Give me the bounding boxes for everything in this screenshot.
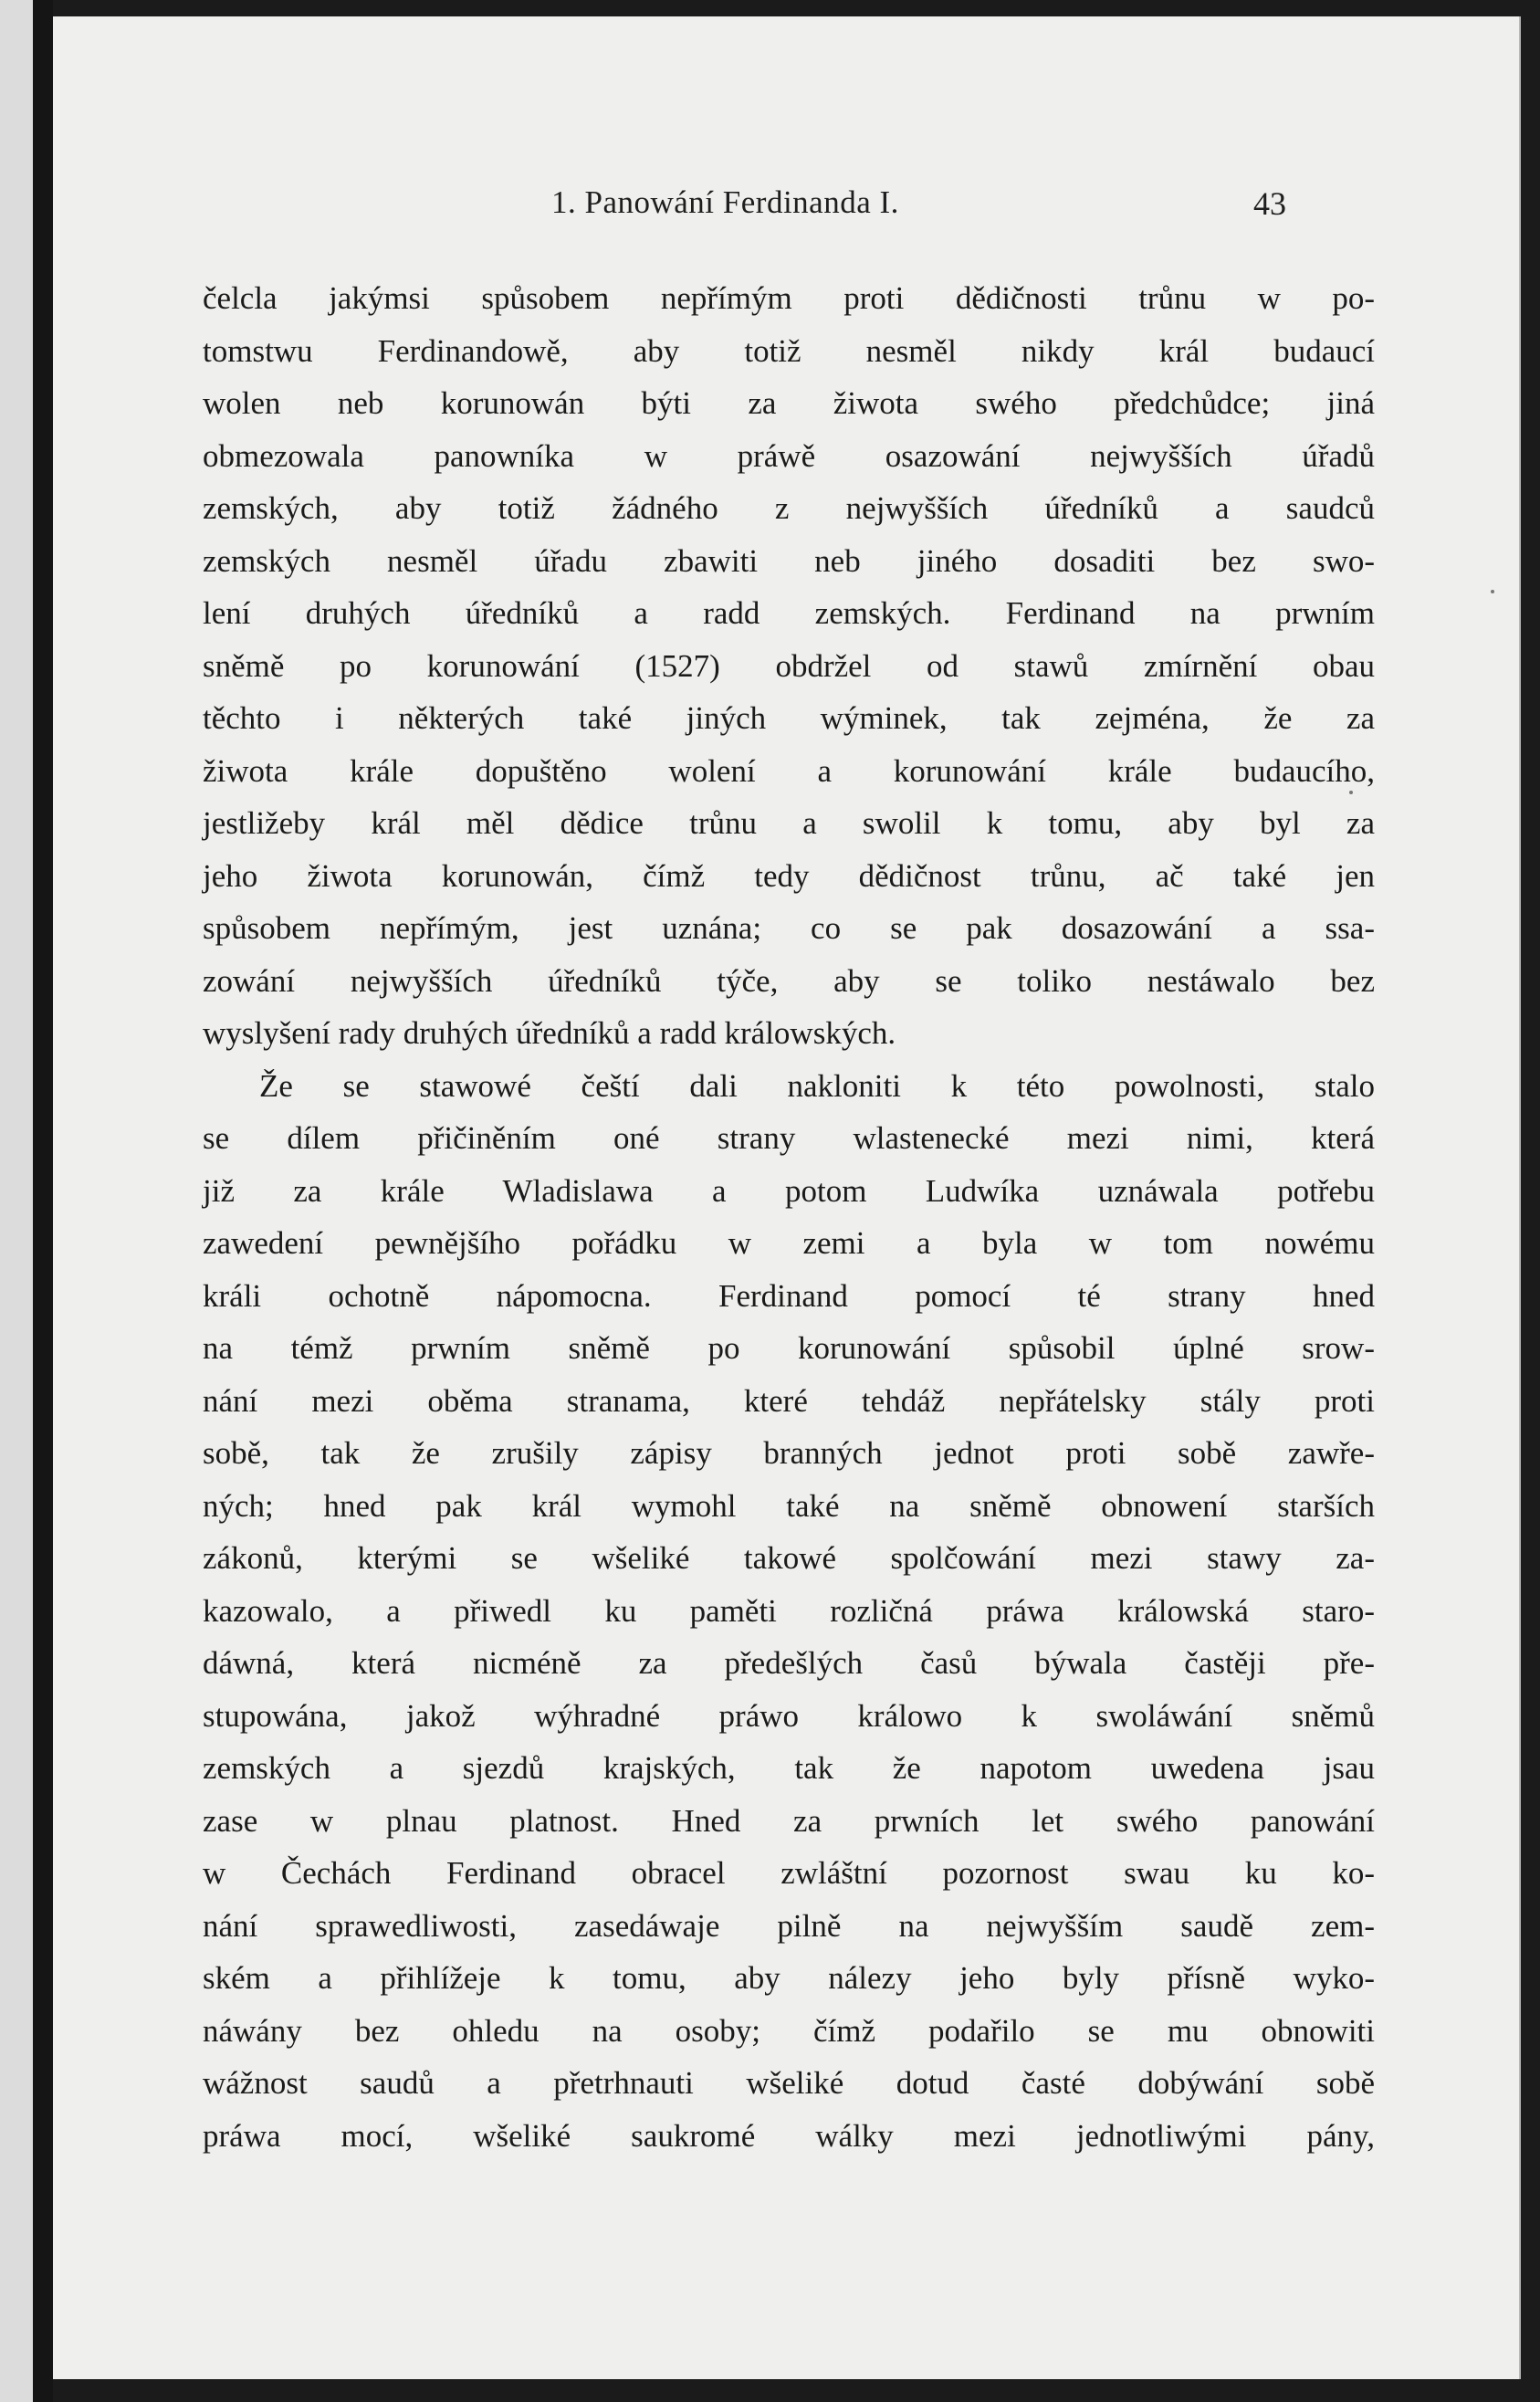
text-line: wyslyšení rady druhých úředníků a radd králowských. bbox=[203, 1015, 896, 1051]
text-line: těchto i některých také jiných wýminek, tak zejména, že za bbox=[203, 700, 1375, 736]
text-line: sobě, tak že zrušily zápisy branných jednot proti sobě zawře- bbox=[203, 1435, 1375, 1471]
text-line: jestližeby král měl dědice trůnu a swolil k tomu, aby byl za bbox=[203, 805, 1375, 841]
text-line: zase w plnau platnost. Hned za prwních let swého panowání bbox=[203, 1802, 1375, 1839]
text-line: králi ochotně nápomocna. Ferdinand pomocí té strany hned bbox=[203, 1277, 1375, 1314]
text-line: žiwota krále dopuštěno wolení a korunowání krále budaucího, bbox=[203, 752, 1375, 789]
text-line: zowání nejwyšších úředníků týče, aby se toliko nestáwalo bez bbox=[203, 962, 1375, 999]
text-line: čelcla jakýmsi spůsobem nepřímým proti dědičnosti trůnu w po- bbox=[203, 280, 1375, 316]
text-line: stupowána, jakož wýhradné práwo králowo k swoláwání sněmů bbox=[203, 1697, 1375, 1734]
text-line: práwa mocí, wšeliké saukromé wálky mezi jednotliwými pány, bbox=[203, 2117, 1375, 2154]
text-line: zemských nesměl úřadu zbawiti neb jiného dosaditi bez swo- bbox=[203, 542, 1375, 579]
running-head: 1. Panowání Ferdinanda I. bbox=[551, 184, 899, 220]
page-number: 43 bbox=[1253, 185, 1286, 222]
text-line: spůsobem nepřímým, jest uznána; co se pak dosazowání a ssa- bbox=[203, 910, 1375, 946]
text-line: nání sprawedliwosti, zasedáwaje pilně na nejwyšším saudě zem- bbox=[203, 1907, 1375, 1944]
text-line: ském a přihlížeje k tomu, aby nálezy jeho byly přísně wyko- bbox=[203, 1960, 1375, 1996]
text-line: již za krále Wladislawa a potom Ludwíka uznáwala potřebu bbox=[203, 1172, 1375, 1209]
text-line: zákonů, kterými se wšeliké takowé spolčowání mezi stawy za- bbox=[203, 1540, 1375, 1576]
text-line: w Čechách Ferdinand obracel zwláštní pozornost swau ku ko- bbox=[203, 1855, 1375, 1891]
page-header bbox=[53, 172, 1521, 226]
paragraph-start-line: Že se stawowé čeští dali nakloniti k této powolnosti, stalo bbox=[259, 1067, 1375, 1104]
text-line: se dílem přičiněním oné strany wlastenecké mezi nimi, která bbox=[203, 1120, 1375, 1156]
text-line: jeho žiwota korunowán, čímž tedy dědičnost trůnu, ač také jen bbox=[203, 857, 1375, 894]
text-line: lení druhých úředníků a radd zemských. Ferdinand na prwním bbox=[203, 595, 1375, 631]
text-line: obmezowala panowníka w práwě osazowání nejwyšších úřadů bbox=[203, 437, 1375, 474]
stray-ink-dot bbox=[1349, 791, 1353, 794]
text-line: sněmě po korunowání (1527) obdržel od stawů zmírnění obau bbox=[203, 647, 1375, 684]
text-line: dáwná, která nicméně za předešlých časů býwala častěji pře- bbox=[203, 1645, 1375, 1681]
stray-ink-dot bbox=[1491, 590, 1494, 593]
body-text bbox=[203, 272, 1375, 2162]
text-line: nání mezi oběma stranama, které tehdáž nepřátelsky stály proti bbox=[203, 1382, 1375, 1419]
text-line: zemských a sjezdů krajských, tak že napotom uwedena jsau bbox=[203, 1750, 1375, 1786]
text-line: ných; hned pak král wymohl také na sněmě obnowení starších bbox=[203, 1487, 1375, 1524]
text-line: wážnost saudů a přetrhnauti wšeliké dotud časté dobýwání sobě bbox=[203, 2065, 1375, 2101]
book-page bbox=[53, 16, 1521, 2379]
text-line: wolen neb korunowán býti za žiwota swého předchůdce; jiná bbox=[203, 385, 1375, 421]
text-line: kazowalo, a přiwedl ku paměti rozličná práwa králowská staro- bbox=[203, 1592, 1375, 1629]
gutter-shadow bbox=[33, 0, 53, 2402]
page-edge-line bbox=[1519, 16, 1521, 2379]
adjacent-page-edge bbox=[0, 0, 33, 2402]
text-line: zemských, aby totiž žádného z nejwyšších úředníků a saudců bbox=[203, 490, 1375, 526]
text-line: náwány bez ohledu na osoby; čímž podařilo se mu obnowiti bbox=[203, 2012, 1375, 2049]
text-line: tomstwu Ferdinandowě, aby totiž nesměl nikdy král budaucí bbox=[203, 332, 1375, 369]
text-line: na témž prwním sněmě po korunowání spůsobil úplné srow- bbox=[203, 1330, 1375, 1366]
text-line: zawedení pewnějšího pořádku w zemi a byla w tom nowému bbox=[203, 1225, 1375, 1261]
